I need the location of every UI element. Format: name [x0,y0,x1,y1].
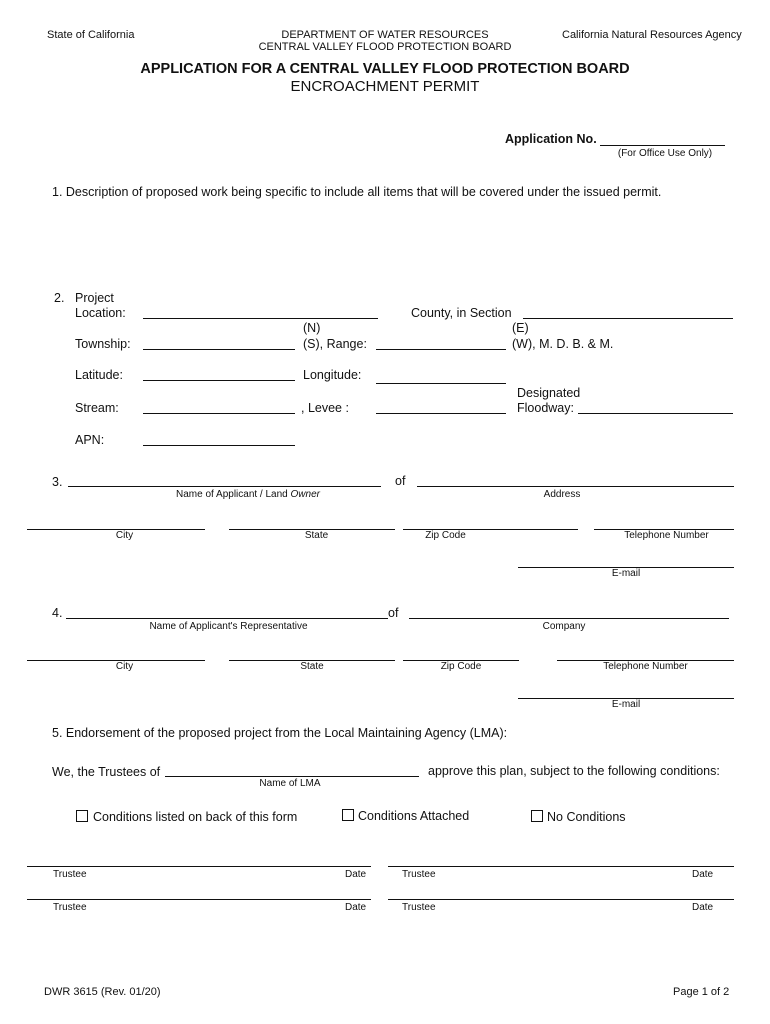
w-mdbm-label: (W), M. D. B. & M. [512,337,614,351]
latitude-label: Latitude: [75,368,123,382]
rep-state-label: State [300,661,324,672]
email-label: E-mail [611,568,641,579]
rep-email-label: E-mail [611,699,641,710]
section4-of: of [388,606,399,620]
representative-name-field[interactable] [66,618,388,619]
no-conditions-checkbox[interactable] [531,810,543,822]
apn-field[interactable] [143,445,295,446]
application-no-label: Application No. [505,132,597,146]
date-label: Date [692,902,714,913]
form-title: APPLICATION FOR A CENTRAL VALLEY FLOOD PROTECTION BOARD [140,61,630,77]
stream-label: Stream: [75,401,119,415]
section3-number: 3. [52,475,63,489]
levee-label: , Levee : [301,401,349,415]
location-label: Location: [75,306,126,320]
rep-zip-label: Zip Code [440,661,482,672]
city-label: City [115,530,134,541]
zip-label: Zip Code [425,530,466,541]
e-label: (E) [512,321,529,335]
header-agency: California Natural Resources Agency [562,29,742,41]
we-trustees-label: We, the Trustees of [52,765,161,779]
trustee-signature-field[interactable] [27,899,371,900]
n-label: (N) [303,321,321,335]
office-use-note: (For Office Use Only) [617,148,713,159]
floodway-label: Floodway: [517,401,574,415]
address-label: Address [543,489,581,500]
conditions-back-label: Conditions listed on back of this form [93,810,298,824]
conditions-attached-label: Conditions Attached [358,809,470,823]
approve-text: approve this plan, subject to the following conditions: [428,764,720,778]
no-conditions-label: No Conditions [547,810,626,824]
section5-endorsement: 5. Endorsement of the proposed project from the Local Maintaining Agency (LMA): [52,726,508,740]
levee-field[interactable] [376,413,506,414]
header-board: CENTRAL VALLEY FLOOD PROTECTION BOARD [258,41,512,53]
floodway-field[interactable] [578,413,733,414]
date-label: Date [345,902,367,913]
township-label: Township: [75,337,131,351]
trustee-label: Trustee [402,869,436,880]
lma-name-label: Name of LMA [259,778,321,789]
s-range-label: (S), Range: [303,337,367,351]
location-field[interactable] [143,318,378,319]
project-label: Project [75,291,114,305]
representative-name-label: Name of Applicant's Representative [149,621,308,632]
conditions-attached-checkbox[interactable] [342,809,354,821]
header-state: State of California [47,29,135,41]
description-field[interactable] [52,205,732,280]
section3-of: of [395,474,406,488]
header-department: DEPARTMENT OF WATER RESOURCES [281,29,489,41]
trustee-label: Trustee [53,902,87,913]
form-id: DWR 3615 (Rev. 01/20) [44,986,161,998]
section-field[interactable] [523,318,733,319]
rep-city-label: City [115,661,134,672]
date-label: Date [345,869,367,880]
application-no-field[interactable] [600,145,725,146]
company-label: Company [542,621,586,632]
apn-label: APN: [75,433,105,447]
section2-number: 2. [54,291,65,305]
designated-label: Designated [517,386,581,400]
trustee-label: Trustee [402,902,436,913]
form-subtitle: ENCROACHMENT PERMIT [290,78,480,95]
stream-field[interactable] [143,413,295,414]
applicant-address-field[interactable] [417,486,734,487]
applicant-name-label: Name of Applicant / Land Owner [176,489,320,500]
conditions-back-checkbox[interactable] [76,810,88,822]
date-label: Date [692,869,714,880]
lma-name-field[interactable] [165,776,419,777]
page-number: Page 1 of 2 [673,986,730,998]
section1-description: 1. Description of proposed work being specific to include all items that will be covered under the issued permit. [52,185,662,199]
section4-number: 4. [52,606,63,620]
trustee-signature-field[interactable] [388,866,734,867]
longitude-field[interactable] [376,383,506,384]
latitude-field[interactable] [143,380,295,381]
township-field[interactable] [143,349,295,350]
rep-telephone-label: Telephone Number [603,661,688,672]
company-field[interactable] [409,618,729,619]
trustee-label: Trustee [53,869,87,880]
telephone-label: Telephone Number [624,530,709,541]
applicant-name-field[interactable] [68,486,381,487]
longitude-label: Longitude: [303,368,362,382]
range-field[interactable] [376,349,506,350]
state-label: State [304,530,329,541]
trustee-signature-field[interactable] [27,866,371,867]
county-section-label: County, in Section [411,306,512,320]
trustee-signature-field[interactable] [388,899,734,900]
